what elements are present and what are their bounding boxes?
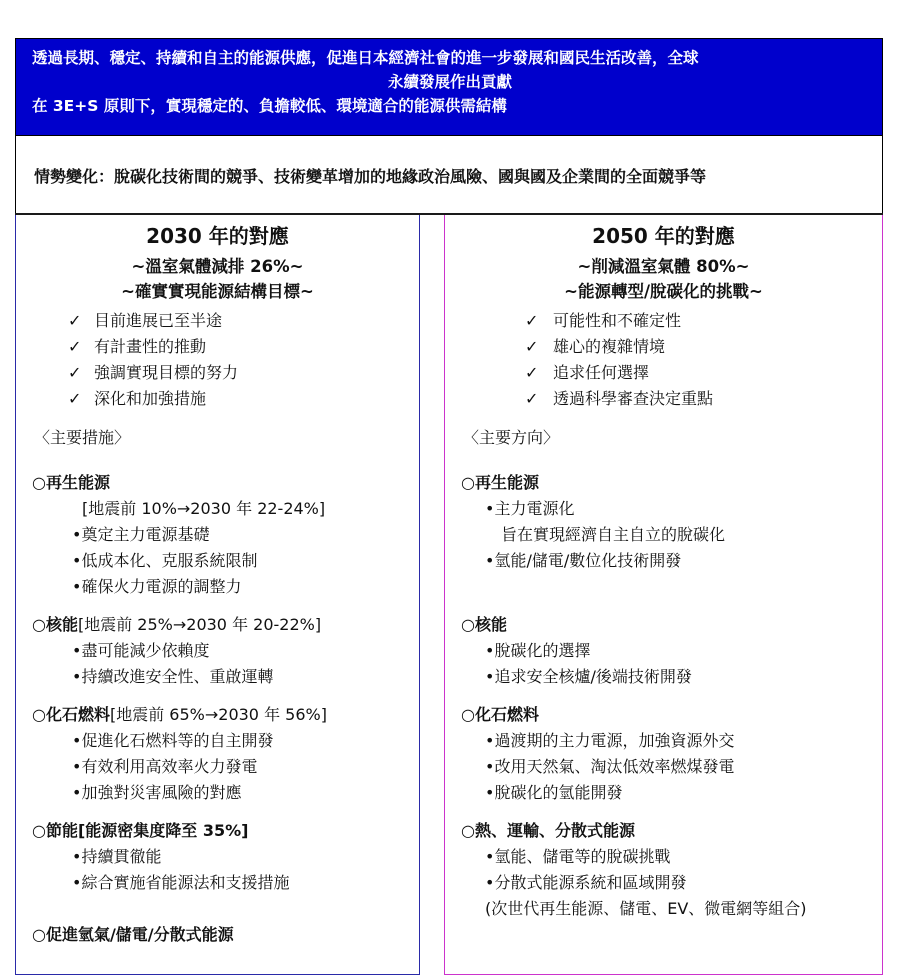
section-fossil-2030 xyxy=(32,702,419,806)
section-head: ○再生能源 xyxy=(32,473,110,492)
check-item: ✓ 追求任何選擇 xyxy=(445,360,882,386)
goal-2030-1: ~溫室氣體減排 26%~ xyxy=(131,257,304,276)
section-head: ○熱、運輸、分散式能源 xyxy=(461,821,635,840)
list-item: •低成本化、克服系統限制 xyxy=(72,551,258,570)
section-head: ○化石燃料 xyxy=(461,705,539,724)
section-saving-2030 xyxy=(32,818,419,896)
list-item: •促進化石燃料等的自主開發 xyxy=(72,731,274,750)
goal-2050-1: ~削減溫室氣體 80%~ xyxy=(577,257,750,276)
list-item: •持續改進安全性、重啟運轉 xyxy=(72,667,274,686)
check-icon: ✓ xyxy=(68,311,82,330)
list-item: •追求安全核爐/後端技術開發 xyxy=(485,667,692,686)
check-item: ✓ 目前進展已至半途 xyxy=(16,308,419,334)
situation-text: 情勢變化：脫碳化技術間的競爭、技術變革增加的地緣政治風險、國與國及企業間的全面競爭等 xyxy=(34,167,707,186)
list-item: •盡可能減少依賴度 xyxy=(72,641,210,660)
check-icon: ✓ xyxy=(525,389,539,408)
goal-2050-2: ~能源轉型/脫碳化的挑戰~ xyxy=(564,282,763,301)
list-item: 旨在實現經濟自主自立的脫碳化 xyxy=(501,525,726,544)
check-item: ✓ 有計畫性的推動 xyxy=(16,334,419,360)
situation-box xyxy=(15,136,883,214)
vision-line-1: 透過長期、穩定、持續和自主的能源供應，促進日本經濟社會的進一步發展和國民生活改善，全球 xyxy=(32,49,699,67)
check-item: ✓ 深化和加強措施 xyxy=(16,386,419,412)
column-2050-title: 2050 年的對應 xyxy=(592,224,735,248)
list-item: •加強對災害風險的對應 xyxy=(72,783,242,802)
list-item: •分散式能源系統和區域開發 xyxy=(485,873,687,892)
section-heat-2050 xyxy=(461,818,882,922)
list-item: •有效利用高效率火力發電 xyxy=(72,757,258,776)
section-renewable-2030 xyxy=(32,470,419,600)
section-nuclear-2050 xyxy=(461,612,882,690)
list-item: •氫能/儲電/數位化技術開發 xyxy=(485,551,682,570)
column-2050 xyxy=(444,213,883,975)
sub-heading-directions: 〈主要方向〉 xyxy=(463,428,560,447)
list-item: •氫能、儲電等的脫碳挑戰 xyxy=(485,847,671,866)
list-item: •奠定主力電源基礎 xyxy=(72,525,210,544)
check-icon: ✓ xyxy=(68,389,82,408)
list-item: •脫碳化的選擇 xyxy=(485,641,591,660)
list-item: •持續貫徹能 xyxy=(72,847,162,866)
check-icon: ✓ xyxy=(525,363,539,382)
column-2030 xyxy=(15,213,420,975)
checklist-2050 xyxy=(445,308,882,412)
check-item: ✓ 強調實現目標的努力 xyxy=(16,360,419,386)
check-icon: ✓ xyxy=(525,337,539,356)
list-item: •改用天然氣、淘汰低效率燃煤發電 xyxy=(485,757,735,776)
vision-line-3: 在 3E+S 原則下，實現穩定的、負擔較低、環境適合的能源供需結構 xyxy=(32,97,507,115)
check-item: ✓ 可能性和不確定性 xyxy=(445,308,882,334)
check-item: ✓ 雄心的複雜情境 xyxy=(445,334,882,360)
check-icon: ✓ xyxy=(68,363,82,382)
check-icon: ✓ xyxy=(525,311,539,330)
vision-line-2: 永續發展作出貢獻 xyxy=(387,73,512,91)
section-head: ○核能 xyxy=(461,615,507,634)
columns-top-border xyxy=(15,213,883,215)
list-item: (次世代再生能源、儲電、EV、微電網等組合) xyxy=(485,899,807,918)
list-item: •主力電源化 xyxy=(485,499,575,518)
section-renewable-2050 xyxy=(461,470,882,574)
vision-banner xyxy=(15,38,883,136)
list-item: •綜合實施省能源法和支援措施 xyxy=(72,873,290,892)
list-item: •過渡期的主力電源，加強資源外交 xyxy=(485,731,735,750)
section-hydrogen-2030 xyxy=(32,922,419,948)
section-nuclear-2030 xyxy=(32,612,419,690)
list-item: •脫碳化的氫能開發 xyxy=(485,783,623,802)
section-note: [地震前 10%→2030 年 22-24%] xyxy=(82,499,326,518)
section-head: ○化石燃料[地震前 65%→2030 年 56%] xyxy=(32,705,327,724)
section-head: ○核能[地震前 25%→2030 年 20-22%] xyxy=(32,615,322,634)
sub-heading-measures: 〈主要措施〉 xyxy=(34,428,131,447)
check-item: ✓ 透過科學審查決定重點 xyxy=(445,386,882,412)
section-head: ○促進氫氣/儲電/分散式能源 xyxy=(32,925,234,944)
goal-2030-2: ~確實實現能源結構目標~ xyxy=(121,282,314,301)
check-icon: ✓ xyxy=(68,337,82,356)
section-fossil-2050 xyxy=(461,702,882,806)
column-2030-title: 2030 年的對應 xyxy=(146,224,289,248)
checklist-2030 xyxy=(16,308,419,412)
section-head: ○再生能源 xyxy=(461,473,539,492)
list-item: •確保火力電源的調整力 xyxy=(72,577,242,596)
section-head: ○節能[能源密集度降至 35%] xyxy=(32,821,249,840)
